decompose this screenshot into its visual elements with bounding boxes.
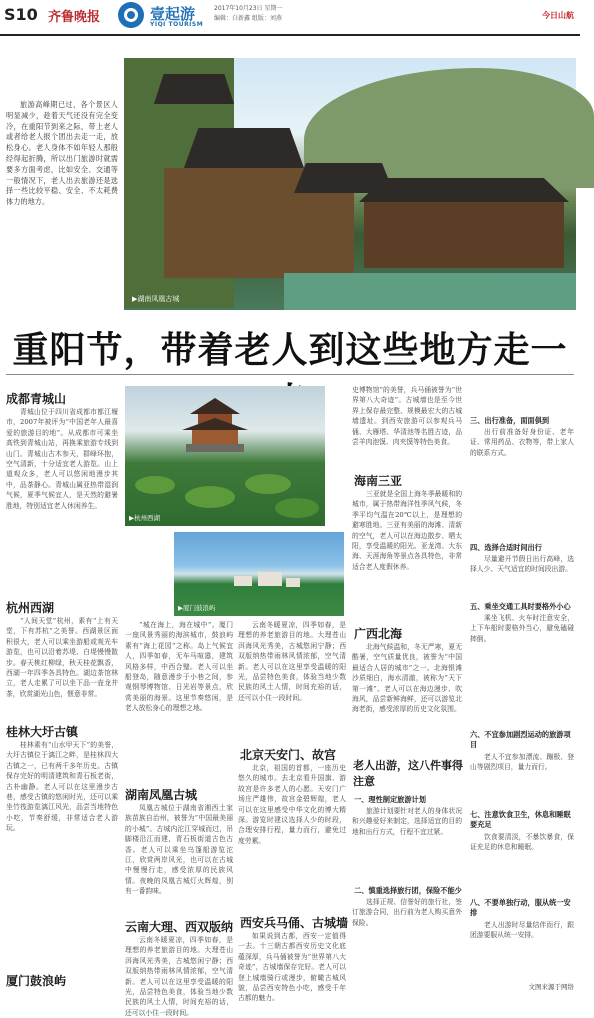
section-text-xian-continued bbox=[352, 385, 462, 465]
section-text-hangzhou bbox=[6, 616, 118, 716]
paragraph: 乘坐飞机、火车时注意安全，上下车船时要格外当心，避免磕碰摔倒。 bbox=[470, 614, 574, 643]
section-text-yunnan bbox=[125, 935, 233, 1017]
section-text-sanya bbox=[352, 489, 462, 617]
section-text-chengdu bbox=[6, 407, 118, 593]
section-title-guilin: 桂林大圩古镇 bbox=[6, 725, 79, 739]
issue-info bbox=[214, 4, 282, 24]
section-title-fenghuang: 湖南凤凰古城 bbox=[125, 788, 198, 802]
section-text-beihai bbox=[352, 642, 462, 750]
lotus-leaf bbox=[245, 474, 291, 494]
hero-roof bbox=[154, 74, 234, 104]
image-source-note: 文图来源于网络 bbox=[528, 983, 574, 991]
tip-text-4 bbox=[470, 554, 574, 598]
paragraph: 云南冬暖夏凉，四季如春，是理想的养老旅游目的地。大理苍山洱海风光秀美，古城悠闲宁静；西双版纳热带雨林风情浓郁，空气清新。老人可以在这里享受温暖的阳光，品尝特色美食，体验当地少数民族的风土人情，时间充裕的话，还可以小住一段时间。 bbox=[238, 621, 346, 702]
headline-divider bbox=[6, 374, 574, 375]
hero-river bbox=[284, 273, 576, 310]
section-text-fenghuang bbox=[125, 803, 233, 911]
section-text-guilin bbox=[6, 740, 118, 965]
photo-west-lake bbox=[125, 386, 325, 526]
paragraph: “城在海上，海在城中”。厦门一座风景秀丽的海滨城市，鼓浪屿素有“海上花园”之称。岛上气候宜人，四季如春，无车马喧嚣，建筑风格多样，中西合璧。老人可以坐船登岛，随意漫步于小巷之间，参观钢琴博物馆、日光岩等景点，欣赏美丽的海景。这里节奏悠闲，是老人放松身心的理想之地。 bbox=[125, 621, 233, 713]
paragraph: 老人出游时尽量结伴而行，跟团游要服从统一安排。 bbox=[470, 921, 574, 940]
tip-label-6: 六、不宜参加剧烈运动的旅游项目 bbox=[470, 730, 571, 749]
paragraph: 北京，祖国的首都，一座历史悠久的城市。去北京看升国旗、游故宫是许多老人的心愿。天安门广场庄严雄伟，故宫金碧辉煌，老人可以在这里感受中华文化的博大精深。游览时建议选择人少的时段，合理安排行程，量力而行，避免过度劳累。 bbox=[238, 764, 346, 845]
tip-label-5: 五、乘坐交通工具时要格外小心 bbox=[470, 602, 571, 611]
tip-label-1: 一、理性制定旅游计划 bbox=[354, 795, 426, 804]
section-title-yunnan: 云南大理、西双版纳 bbox=[125, 920, 234, 934]
paragraph: 尽量避开节假日出行高峰，选择人少、天气适宜的时间段出游。 bbox=[470, 555, 574, 574]
section-title-beijing: 北京天安门、故宫 bbox=[240, 748, 337, 762]
section-title-chengdu: 成都青城山 bbox=[6, 392, 67, 406]
masthead bbox=[0, 0, 580, 36]
paragraph: 旅游计划要针对老人的身体状况和兴趣爱好来制定，选择适宜的目的地和出行方式，行程不宜过紧。 bbox=[352, 807, 462, 836]
photo-caption-hangzhou: ▶杭州西湖 bbox=[129, 514, 160, 522]
lotus-leaf bbox=[185, 486, 235, 508]
paragraph: 如果说到古都，西安一定值得一去。十三朝古都西安历史文化底蕴深厚，兵马俑被誉为“世界第八大奇迹”，古城墙保存完好。老人可以登上城墙骑行或漫步，俯瞰古城风貌，品尝西安特色小吃，感受千年古都的魅力。 bbox=[238, 932, 346, 1003]
section-title-sanya: 海南三亚 bbox=[354, 474, 403, 488]
issue-editor: 编辑：白新鑫 组版：刘燕 bbox=[214, 15, 282, 22]
hero-photo-fenghuang bbox=[124, 58, 576, 310]
paragraph: 出行前准备好身份证、老年证、常用药品、衣物等，带上家人的联系方式。 bbox=[470, 428, 574, 457]
paragraph: 饮食要清淡，不暴饮暴食，保证充足的休息和睡眠。 bbox=[470, 833, 574, 852]
tips-title: 老人出游，这八件事得注意 bbox=[353, 759, 463, 788]
lotus-leaf bbox=[275, 498, 319, 518]
paragraph: 史博物馆”的美誉，兵马俑被誉为“世界第八大奇迹”。古城墙也是至今世界上保存最完整、规模最宏大的古城墙遗址。到西安旅游可以参观兵马俑、大雁塔、华清池等名胜古迹，品尝羊肉泡馍、肉夹馍等特色美食。 bbox=[352, 386, 462, 447]
tip-text-7 bbox=[470, 832, 574, 892]
paragraph: 云南冬暖夏凉，四季如春，是理想的养老旅游目的地。大理苍山洱海风光秀美，古城悠闲宁静；西双版纳热带雨林风情浓郁，空气清新。老人可以在这里享受温暖的阳光，品尝特色美食，体验当地少数民族的风土人情，时间充裕的话，还可以小住一段时间。 bbox=[125, 936, 233, 1017]
tip-text-3 bbox=[470, 427, 574, 537]
tip-label-4: 四、选择合适时间出行 bbox=[470, 543, 542, 552]
photo-caption-xiamen: ▶厦门鼓浪屿 bbox=[178, 604, 216, 612]
tip-label-8: 八、不要单独行动，服从统一安排 bbox=[470, 898, 571, 917]
hero-roof bbox=[184, 128, 304, 168]
section-tag: 今日山航 bbox=[542, 11, 574, 20]
paragraph: 老人不宜参加漂流、蹦极、登山等剧烈项目，量力而行。 bbox=[470, 753, 574, 772]
paragraph: 青城山位于四川省成都市都江堰市，2007年被评为“中国老年人最喜爱的旅游目的地”。从成都市可乘坐高铁到青城山站，再换乘旅游专线到山门。青城山古木参天，群峰环抱，空气清新，十分适宜老人游览。山上道观众多，老人可以悠闲地漫步其中，品茶静心。青城山属亚热带湿润气候，夏季气候宜人，是天然的避暑胜地，特别适宜老人休闲养生。 bbox=[6, 408, 118, 510]
paragraph: 三亚就是全国上海冬季最暖和的城市，属于热带海洋性季风气候，冬季平均气温在20℃以上，是理想的避寒胜地。三亚有美丽的海滩、清新的空气，老人可以在海边散步、晒太阳，享受温暖的阳光。亚龙湾、大东海、天涯海角等景点各具特色，非常适合老人度假休养。 bbox=[352, 490, 462, 571]
section-text-beijing bbox=[238, 763, 346, 908]
brand-name-en: YIQI TOURISM bbox=[150, 21, 204, 28]
hero-riverside-houses bbox=[364, 198, 564, 268]
tip-text-2 bbox=[352, 897, 462, 985]
main-headline: 重阳节，带着老人到这些地方走一 bbox=[12, 330, 568, 371]
section-text-xian bbox=[238, 931, 346, 1003]
paragraph: 凤凰古城位于湖南省湘西土家族苗族自治州，被誉为“中国最美丽的小城”。古城内沱江穿城而过，吊脚楼沿江而建，青石板街道古色古香。老人可以乘坐乌篷船游览沱江，欣赏两岸风光，也可以在古城中慢慢行走，感受浓厚的民族风情。夜晚的凤凰古城灯火辉煌，别有一番韵味。 bbox=[125, 804, 233, 896]
intro-text: 旅游高峰期已过，各个景区人明显减少，趁着天气还没有完全变冷，在重阳节到来之际，带上老人或者给老人报个团出去走一走，放松身心。老人身体不如年轻人那般经得起折腾，所以出门旅游时就需要多方面考虑，比如安全、交通等一般情况下，老人出去旅游还是选择一些比较平稳、安全、不太耗费体力的地方。 bbox=[6, 100, 118, 207]
tips-title-box bbox=[353, 757, 471, 791]
paragraph: 桂林素有“山水甲天下”的美誉，大圩古镇位于漓江之畔，是桂林四大古镇之一，已有两千多年历史。古镇保存完好的明清建筑和青石板老街，古朴幽静。老人可以在这里漫步古巷，感受古镇的悠闲时光，还可以乘坐竹筏游览漓江风光，品尝当地特色小吃，节奏舒缓，非常适合老人游玩。 bbox=[6, 741, 118, 833]
paragraph: 北海气候温和，冬无严寒，夏无酷暑，空气质量优良，被誉为“中国最适合人居的城市”之一。北海银滩沙质细白，海水清澈，被称为“天下第一滩”。老人可以在海边漫步、吹海风，品尝新鲜海鲜，还可以游览北海老街，感受浓厚的历史文化氛围。 bbox=[352, 643, 462, 714]
section-text-mid-continued bbox=[238, 620, 346, 740]
paragraph: “人间天堂”杭州，素有“上有天堂，下有苏杭”之美誉。西湖景区面积很大，老人可以乘坐游船或观光车游览，也可以沿着苏堤、白堤慢慢散步。春天桃红柳绿，秋天桂花飘香，西湖一年四季各具特色。湖边茶馆林立，老人走累了可以坐下品一壶龙井茶，欣赏湖光山色，惬意非常。 bbox=[6, 617, 118, 698]
paper-name: 齐鲁晚报 bbox=[48, 10, 101, 25]
tip-label-3: 三、出行准备，面面俱到 bbox=[470, 416, 550, 425]
building bbox=[286, 578, 300, 587]
tip-label-2: 二、慎重选择旅行团，保险不能少 bbox=[354, 886, 462, 895]
lotus-leaf bbox=[135, 476, 175, 494]
paragraph: 选择正规、信誉好的旅行社，签订旅游合同，出行前为老人购买意外保险。 bbox=[352, 898, 462, 927]
tip-text-5 bbox=[470, 613, 574, 723]
tip-text-8 bbox=[470, 920, 574, 978]
page-number: S10 bbox=[4, 5, 38, 24]
tip-label-7: 七、注意饮食卫生，休息和睡眠要充足 bbox=[470, 810, 571, 829]
section-title-xian: 西安兵马俑、古城墙 bbox=[240, 916, 349, 930]
tip-text-6 bbox=[470, 752, 574, 804]
hero-caption: ▶湖南凤凰古城 bbox=[132, 295, 180, 303]
hero-roof bbox=[359, 178, 569, 202]
issue-date: 2017年10月23日 星期一 bbox=[214, 5, 283, 12]
tip-text-1 bbox=[352, 806, 462, 882]
section-title-xiamen: 厦门鼓浪屿 bbox=[6, 974, 67, 988]
pagoda-shape bbox=[180, 394, 250, 452]
building bbox=[258, 572, 282, 586]
photo-gulangyu bbox=[174, 532, 344, 616]
section-title-beihai: 广西北海 bbox=[354, 627, 403, 641]
brand-logo-icon bbox=[118, 2, 144, 28]
brand-name: 壹起游 bbox=[150, 5, 196, 23]
section-title-hangzhou: 杭州西湖 bbox=[6, 601, 55, 615]
section-text-xiamen bbox=[125, 620, 233, 780]
building bbox=[234, 576, 252, 586]
